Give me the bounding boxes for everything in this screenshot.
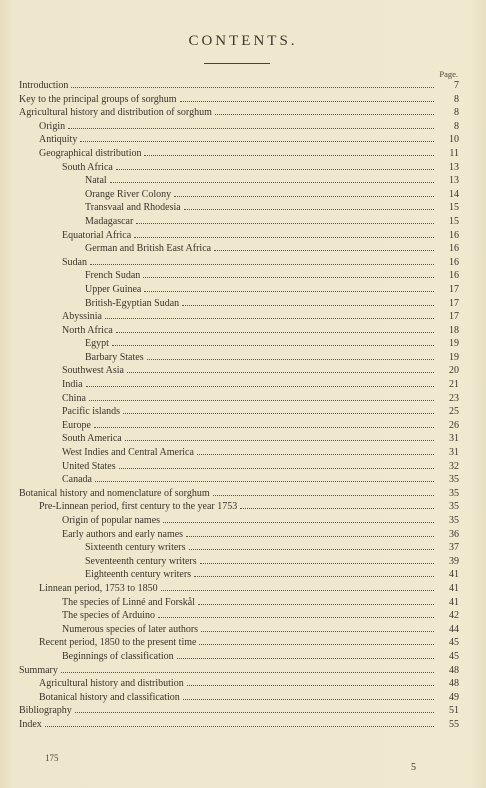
toc-entry-label: Geographical distribution [39, 147, 142, 159]
toc-entry-page: 31 [449, 447, 459, 459]
toc-entry-page: 8 [454, 107, 459, 119]
toc-entry-page: 16 [449, 229, 459, 241]
dot-leader [194, 568, 434, 577]
toc-entry-page: 35 [449, 474, 459, 486]
toc-entry-page: 8 [454, 120, 459, 132]
dot-leader [201, 623, 434, 632]
toc-entry-page: 15 [449, 202, 459, 214]
toc-entry [19, 446, 459, 460]
toc-entry-label: Southwest Asia [62, 365, 124, 377]
dot-leader [180, 93, 434, 102]
toc-entry-label: Equatorial Africa [62, 229, 132, 241]
signature-mark: 175 [45, 753, 59, 763]
toc-entry-label: Transvaal and Rhodesia [85, 202, 181, 214]
toc-entry-label: Introduction [19, 80, 69, 91]
toc-entry-label: Seventeenth century writers [85, 555, 197, 567]
toc-entry-page: 51 [449, 705, 459, 717]
toc-entry [19, 419, 459, 433]
toc-entry-page: 41 [449, 582, 459, 594]
toc-entry-label: Sudan [62, 256, 87, 268]
toc-entry-page: 41 [449, 596, 459, 608]
toc-entry-page: 45 [449, 650, 459, 662]
toc-entry-page: 21 [449, 379, 459, 391]
dot-leader [147, 351, 434, 360]
toc-entry-page: 13 [449, 161, 459, 173]
toc-entry-label: Pre-Linnean period, first century to the year 1753 [39, 501, 238, 513]
dot-leader [161, 582, 434, 591]
toc-entry-page: 16 [449, 270, 459, 282]
toc-entry-page: 19 [449, 338, 459, 350]
toc-entry-label: Bibliography [19, 705, 72, 717]
title-rule [204, 63, 270, 64]
toc-entry-page: 32 [449, 460, 459, 472]
toc-entry [19, 269, 459, 283]
dot-leader [163, 514, 434, 523]
toc-entry [19, 718, 459, 732]
toc-entry-label: Agricultural history and distribution [39, 678, 184, 690]
toc-entry [19, 283, 459, 297]
toc-entry-page: 39 [449, 555, 459, 567]
page-title: CONTENTS. [188, 33, 298, 49]
toc-entry [19, 650, 459, 664]
toc-entry-label: South America [62, 433, 122, 445]
page-number: 5 [411, 762, 416, 773]
toc-entry-label: Madagascar [85, 215, 134, 227]
dot-leader [199, 636, 434, 645]
toc-entry [19, 201, 459, 215]
toc-entry [19, 242, 459, 256]
toc-entry-page: 41 [449, 569, 459, 581]
toc-entry [19, 555, 459, 569]
toc-entry-label: Antiquity [39, 134, 78, 146]
dot-leader [71, 79, 434, 88]
toc-entry [19, 392, 459, 406]
dot-leader [143, 269, 434, 278]
dot-leader [183, 691, 434, 700]
toc-entry [19, 500, 459, 514]
dot-leader [45, 718, 434, 727]
toc-entry-page: 19 [449, 351, 459, 363]
toc-entry-page: 11 [449, 147, 459, 159]
toc-entry [19, 215, 459, 229]
toc-entry-page: 17 [449, 283, 459, 295]
toc-entry-page: 48 [449, 664, 459, 676]
toc-entry-page: 14 [449, 188, 459, 200]
toc-entry-page: 44 [449, 623, 459, 635]
dot-leader [75, 704, 434, 713]
toc-entry [19, 161, 459, 175]
toc-entry-label: United States [62, 460, 116, 472]
toc-entry-page: 10 [449, 134, 459, 146]
dot-leader [90, 256, 434, 265]
toc-entry [19, 582, 459, 596]
toc-entry-label: German and British East Africa [85, 243, 212, 255]
toc-entry [19, 405, 459, 419]
toc-entry [19, 528, 459, 542]
toc-entry [19, 256, 459, 270]
dot-leader [215, 106, 434, 115]
toc-entry-page: 18 [449, 324, 459, 336]
dot-leader [144, 147, 434, 156]
toc-entry [19, 297, 459, 311]
toc-entry [19, 133, 459, 147]
toc-entry-label: Key to the principal groups of sorghum [19, 93, 177, 105]
toc-entry-page: 55 [449, 718, 459, 730]
dot-leader [123, 405, 434, 414]
dot-leader [182, 297, 434, 306]
toc-entry-label: Linnean period, 1753 to 1850 [39, 582, 158, 594]
toc-entry-page: 25 [449, 406, 459, 418]
toc-entry [19, 609, 459, 623]
toc-entry-page: 42 [449, 610, 459, 622]
toc-entry-page: 17 [449, 297, 459, 309]
toc-entry-label: Early authors and early names [62, 528, 184, 540]
dot-leader [94, 419, 434, 428]
toc-entry-label: Canada [62, 474, 92, 486]
dot-leader [144, 283, 434, 292]
toc-entry-label: Eighteenth century writers [85, 569, 192, 581]
dot-leader [184, 201, 434, 210]
toc-entry-label: French Sudan [85, 270, 141, 282]
table-of-contents [19, 79, 459, 732]
dot-leader [116, 324, 434, 333]
toc-entry [19, 174, 459, 188]
dot-leader [198, 596, 434, 605]
toc-entry-page: 35 [449, 487, 459, 499]
dot-leader [174, 188, 434, 197]
toc-entry [19, 487, 459, 501]
toc-entry [19, 432, 459, 446]
dot-leader [80, 133, 434, 142]
toc-entry-label: Sixteenth century writers [85, 542, 186, 554]
dot-leader [112, 337, 434, 346]
toc-entry [19, 147, 459, 161]
toc-entry-page: 36 [449, 528, 459, 540]
toc-entry [19, 351, 459, 365]
toc-entry-page: 23 [449, 392, 459, 404]
toc-entry-label: Pacific islands [62, 406, 121, 418]
toc-entry-label: British-Egyptian Sudan [85, 297, 180, 309]
dot-leader [186, 528, 434, 537]
toc-entry-label: North Africa [62, 324, 113, 336]
toc-entry-page: 8 [454, 93, 459, 105]
toc-entry [19, 364, 459, 378]
toc-entry-page: 31 [449, 433, 459, 445]
toc-entry-label: Botanical history and classification [39, 691, 180, 703]
toc-entry [19, 188, 459, 202]
toc-entry-page: 48 [449, 678, 459, 690]
dot-leader [187, 677, 434, 686]
toc-entry-label: Barbary States [85, 351, 144, 363]
toc-entry-page: 26 [449, 419, 459, 431]
toc-entry-label: Abyssinia [62, 311, 102, 323]
toc-entry-page: 13 [449, 175, 459, 187]
toc-entry-label: Index [19, 718, 42, 730]
toc-entry-page: 37 [449, 542, 459, 554]
toc-entry-label: The species of Linné and Forskål [62, 596, 196, 608]
toc-entry [19, 568, 459, 582]
dot-leader [136, 215, 434, 224]
dot-leader [200, 555, 434, 564]
toc-entry [19, 310, 459, 324]
toc-entry [19, 229, 459, 243]
dot-leader [95, 473, 434, 482]
toc-entry-page: 7 [454, 80, 459, 91]
dot-leader [177, 650, 434, 659]
toc-entry-label: West Indies and Central America [62, 447, 194, 459]
toc-entry [19, 623, 459, 637]
toc-entry [19, 541, 459, 555]
dot-leader [119, 460, 434, 469]
page-column-label: Page. [439, 69, 458, 79]
toc-entry-label: Beginnings of classification [62, 650, 174, 662]
toc-entry-label: India [62, 379, 83, 391]
toc-entry-page: 35 [449, 515, 459, 526]
toc-entry-page: 16 [449, 243, 459, 255]
toc-entry [19, 691, 459, 705]
dot-leader [105, 310, 434, 319]
toc-entry-label: Numerous species of later authors [62, 623, 199, 635]
toc-entry [19, 378, 459, 392]
toc-entry [19, 324, 459, 338]
dot-leader [86, 378, 434, 387]
toc-entry-page: 17 [449, 311, 459, 323]
dot-leader [134, 229, 434, 238]
toc-entry-page: 16 [449, 256, 459, 268]
dot-leader [213, 487, 434, 496]
dot-leader [127, 364, 434, 373]
toc-entry-label: Recent period, 1850 to the present time [39, 637, 197, 649]
toc-entry-label: Agricultural history and distribution of sorghum [19, 107, 212, 119]
dot-leader [89, 392, 434, 401]
toc-entry-label: Origin of popular names [62, 515, 161, 526]
dot-leader [68, 120, 434, 129]
toc-entry-page: 15 [449, 215, 459, 227]
dot-leader [116, 161, 434, 170]
toc-entry-label: The species of Arduino [62, 610, 156, 622]
dot-leader [197, 446, 434, 455]
toc-entry [19, 120, 459, 134]
toc-entry [19, 704, 459, 718]
toc-entry [19, 473, 459, 487]
toc-entry-label: Natal [85, 175, 107, 187]
toc-entry [19, 106, 459, 120]
toc-entry-label: China [62, 392, 86, 404]
dot-leader [158, 609, 434, 618]
toc-entry-label: Origin [39, 120, 66, 132]
dot-leader [61, 664, 434, 673]
dot-leader [189, 541, 434, 550]
toc-entry-label: Botanical history and nomenclature of sorghum [19, 487, 210, 499]
toc-entry-label: Summary [19, 664, 58, 676]
dot-leader [240, 500, 434, 509]
toc-entry-label: Europe [62, 419, 91, 431]
toc-entry-page: 20 [449, 365, 459, 377]
toc-entry-page: 45 [449, 637, 459, 649]
dot-leader [214, 242, 434, 251]
toc-entry-page: 49 [449, 691, 459, 703]
toc-entry [19, 677, 459, 691]
toc-entry [19, 460, 459, 474]
toc-entry [19, 79, 459, 93]
toc-entry [19, 514, 459, 528]
toc-entry [19, 596, 459, 610]
toc-entry [19, 636, 459, 650]
toc-entry-label: Orange River Colony [85, 188, 172, 200]
dot-leader [125, 432, 434, 441]
dot-leader [110, 174, 434, 183]
toc-entry-page: 35 [449, 501, 459, 513]
toc-entry-label: South Africa [62, 161, 113, 173]
toc-entry-label: Egypt [85, 338, 109, 350]
toc-entry [19, 93, 459, 107]
toc-entry [19, 664, 459, 678]
toc-entry-label: Upper Guinea [85, 283, 142, 295]
toc-entry [19, 337, 459, 351]
